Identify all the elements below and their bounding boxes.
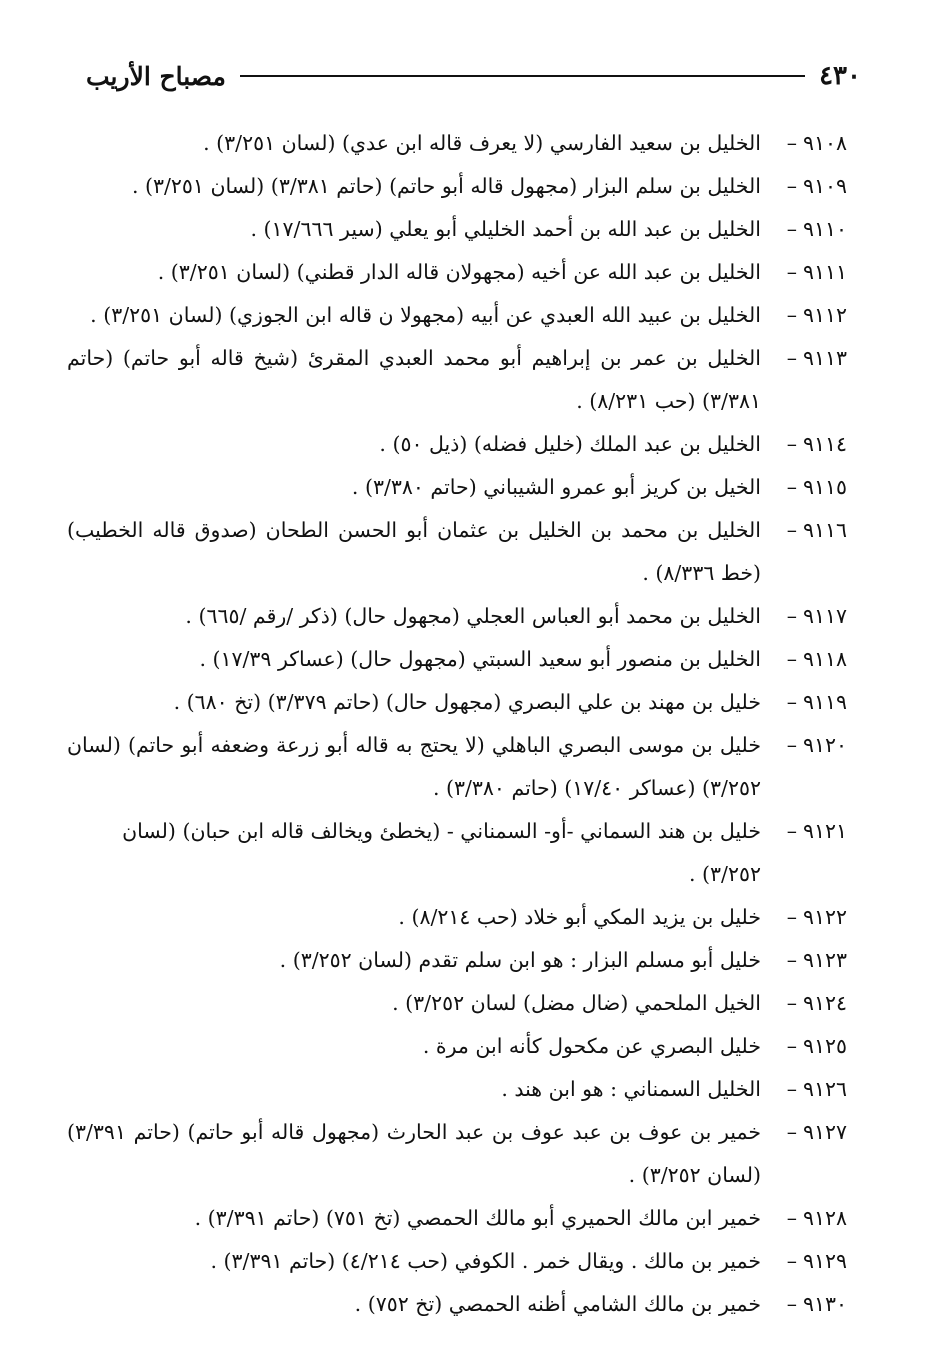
entry-list <box>67 122 847 1326</box>
list-item <box>67 1240 847 1283</box>
entry-text: خمير بن مالك الشامي أظنه الحمصي (تخ ٧٥٢) . <box>354 1292 761 1316</box>
header-rule <box>240 75 805 77</box>
entry-text: خليل بن مهند بن علي البصري (مجهول حال) (حاتم ٣/٣٧٩) (تخ ٦٨٠) . <box>173 690 761 714</box>
entry-number-value: ٩١٢٥ <box>802 1034 847 1058</box>
entry-number-value: ٩١٢٧ <box>802 1120 847 1144</box>
entry-number-value: ٩١١٦ <box>802 518 847 542</box>
entry-number-value: ٩١٢٠ <box>802 733 847 757</box>
entry-number-value: ٩١٢١ <box>802 819 847 843</box>
entry-text: الخليل بن عمر بن إبراهيم أبو محمد العبدي المقرئ (شيخ قاله أبو حاتم) (حاتم ٣/٣٨١) (حب ٨/٢٣١) . <box>67 346 761 413</box>
entry-separator: – <box>786 475 797 499</box>
entry-number-value: ٩١٢٤ <box>802 991 847 1015</box>
entry-number <box>787 165 847 208</box>
list-item <box>67 939 847 982</box>
entry-separator: – <box>786 647 797 671</box>
entry-number <box>787 939 847 982</box>
entry-separator: – <box>786 991 797 1015</box>
entry-number <box>787 681 847 724</box>
entry-text: خليل أبو مسلم البزار : هو ابن سلم تقدم (لسان ٣/٢٥٢) . <box>279 948 761 972</box>
entry-number-value: ٩١٢٢ <box>802 905 847 929</box>
list-item <box>67 681 847 724</box>
entry-number <box>787 1025 847 1068</box>
entry-separator: – <box>786 174 797 198</box>
list-item <box>67 595 847 638</box>
entry-number-value: ٩١٠٩ <box>802 174 847 198</box>
list-item <box>67 122 847 165</box>
list-item <box>67 810 847 896</box>
list-item <box>67 1111 847 1197</box>
entry-separator: – <box>786 346 797 370</box>
entry-number <box>787 423 847 466</box>
entry-text: الخليل بن منصور أبو سعيد السبتي (مجهول حال) (عساكر ١٧/٣٩) . <box>199 647 761 671</box>
entry-text: خليل بن موسى البصري الباهلي (لا يحتج به قاله أبو زرعة وضعفه أبو حاتم) (لسان ٣/٢٥٢) (عساكر ١٧/٤٠) (حاتم ٣/٣٨٠) . <box>67 733 761 800</box>
entry-number <box>787 1068 847 1111</box>
list-item <box>67 165 847 208</box>
entry-text: الخليل بن سعيد الفارسي (لا يعرف قاله ابن عدي) (لسان ٣/٢٥١) . <box>203 131 761 155</box>
entry-number <box>787 982 847 1025</box>
entry-text: الخليل بن عبد الملك (خليل فضله) (ذيل ٥٠) . <box>379 432 761 456</box>
entry-separator: – <box>786 1034 797 1058</box>
entry-text: الخيل الملحمي (ضال مضل) لسان ٣/٢٥٢) . <box>392 991 761 1015</box>
entry-separator: – <box>786 604 797 628</box>
entry-separator: – <box>786 819 797 843</box>
entry-separator: – <box>786 217 797 241</box>
entry-number <box>787 122 847 165</box>
entry-number-value: ٩١٢٣ <box>802 948 847 972</box>
list-item <box>67 251 847 294</box>
entry-separator: – <box>786 690 797 714</box>
entry-separator: – <box>786 1206 797 1230</box>
entry-number <box>787 1283 847 1326</box>
entry-separator: – <box>786 432 797 456</box>
entry-separator: – <box>786 1120 797 1144</box>
list-item <box>67 982 847 1025</box>
entry-number <box>787 638 847 681</box>
entry-text: الخليل بن محمد بن الخليل بن عثمان أبو الحسن الطحان (صدوق قاله الخطيب) (خط ٨/٣٣٦) . <box>67 518 761 585</box>
entry-separator: – <box>786 303 797 327</box>
entry-number <box>787 1197 847 1240</box>
entry-text: الخليل بن عبد الله بن أحمد الخليلي أبو يعلي (سير ١٧/٦٦٦) . <box>250 217 761 241</box>
list-item <box>67 1025 847 1068</box>
entry-number-value: ٩١١٥ <box>802 475 847 499</box>
list-item <box>67 1283 847 1326</box>
entry-number-value: ٩١١٧ <box>802 604 847 628</box>
entry-text: الخيل بن كريز أبو عمرو الشيباني (حاتم ٣/٣٨٠) . <box>351 475 761 499</box>
entry-number-value: ٩١١٩ <box>802 690 847 714</box>
entry-number-value: ٩١٣٠ <box>802 1292 847 1316</box>
entry-number <box>787 466 847 509</box>
entry-text: خمير بن عوف بن عبد عوف بن عبد الحارث (مجهول قاله أبو حاتم) (حاتم ٣/٣٩١) (لسان ٣/٢٥٢) . <box>67 1120 761 1187</box>
entry-number <box>787 1240 847 1283</box>
entry-separator: – <box>786 1292 797 1316</box>
entry-number <box>787 595 847 638</box>
entry-number <box>787 337 847 380</box>
entry-number-value: ٩١١٨ <box>802 647 847 671</box>
list-item <box>67 896 847 939</box>
entry-separator: – <box>786 733 797 757</box>
list-item <box>67 1068 847 1111</box>
list-item <box>67 466 847 509</box>
entry-separator: – <box>786 260 797 284</box>
entry-number <box>787 251 847 294</box>
page-number: ٤٣٠ <box>819 61 861 91</box>
entry-number <box>787 208 847 251</box>
entry-text: الخليل بن عبد الله عن أخيه (مجهولان قاله الدار قطني) (لسان ٣/٢٥١) . <box>157 260 761 284</box>
entry-separator: – <box>786 948 797 972</box>
entry-text: الخليل السمناني : هو ابن هند . <box>501 1077 761 1101</box>
entry-text: خليل بن هند السماني -أو- السمناني - (يخطئ ويخالف قاله ابن حبان) (لسان ٣/٢٥٢) . <box>122 819 761 886</box>
list-item <box>67 509 847 595</box>
entry-number-value: ٩١٢٨ <box>802 1206 847 1230</box>
entry-number <box>787 1111 847 1154</box>
entry-text: الخليل بن عبيد الله العبدي عن أبيه (مجهولا ن قاله ابن الجوزي) (لسان ٣/٢٥١) . <box>90 303 761 327</box>
page-header <box>86 56 861 96</box>
entry-text: الخليل بن سلم البزار (مجهول قاله أبو حاتم) (حاتم ٣/٣٨١) (لسان ٣/٢٥١) . <box>131 174 761 198</box>
list-item <box>67 294 847 337</box>
book-title: مصباح الأريب <box>86 61 226 91</box>
entry-separator: – <box>786 905 797 929</box>
entry-text: خمير بن مالك . ويقال خمر . الكوفي (حب ٤/٢١٤) (حاتم ٣/٣٩١) . <box>210 1249 761 1273</box>
entry-separator: – <box>786 1249 797 1273</box>
entry-number <box>787 509 847 552</box>
entry-number <box>787 294 847 337</box>
entry-text: خليل البصري عن مكحول كأنه ابن مرة . <box>422 1034 761 1058</box>
entry-number-value: ٩١٠٨ <box>802 131 847 155</box>
list-item <box>67 1197 847 1240</box>
list-item <box>67 724 847 810</box>
entry-number-value: ٩١١٢ <box>802 303 847 327</box>
entry-number <box>787 810 847 853</box>
entry-number-value: ٩١١٠ <box>802 217 847 241</box>
entry-separator: – <box>786 1077 797 1101</box>
list-item <box>67 423 847 466</box>
entry-number-value: ٩١٢٦ <box>802 1077 847 1101</box>
list-item <box>67 638 847 681</box>
list-item <box>67 208 847 251</box>
entry-text: خليل بن يزيد المكي أبو خلاد (حب ٨/٢١٤) . <box>398 905 761 929</box>
entry-number-value: ٩١١١ <box>802 260 847 284</box>
list-item <box>67 337 847 423</box>
entry-number-value: ٩١١٣ <box>802 346 847 370</box>
entry-number <box>787 896 847 939</box>
entry-text: خمير ابن مالك الحميري أبو مالك الحمصي (تخ ٧٥١) (حاتم ٣/٣٩١) . <box>194 1206 761 1230</box>
entry-text: الخليل بن محمد أبو العباس العجلي (مجهول حال) (ذكر /رقم /٦٦٥) . <box>185 604 761 628</box>
entry-separator: – <box>786 131 797 155</box>
entry-number-value: ٩١١٤ <box>802 432 847 456</box>
entry-number <box>787 724 847 767</box>
entry-number-value: ٩١٢٩ <box>802 1249 847 1273</box>
entry-separator: – <box>786 518 797 542</box>
